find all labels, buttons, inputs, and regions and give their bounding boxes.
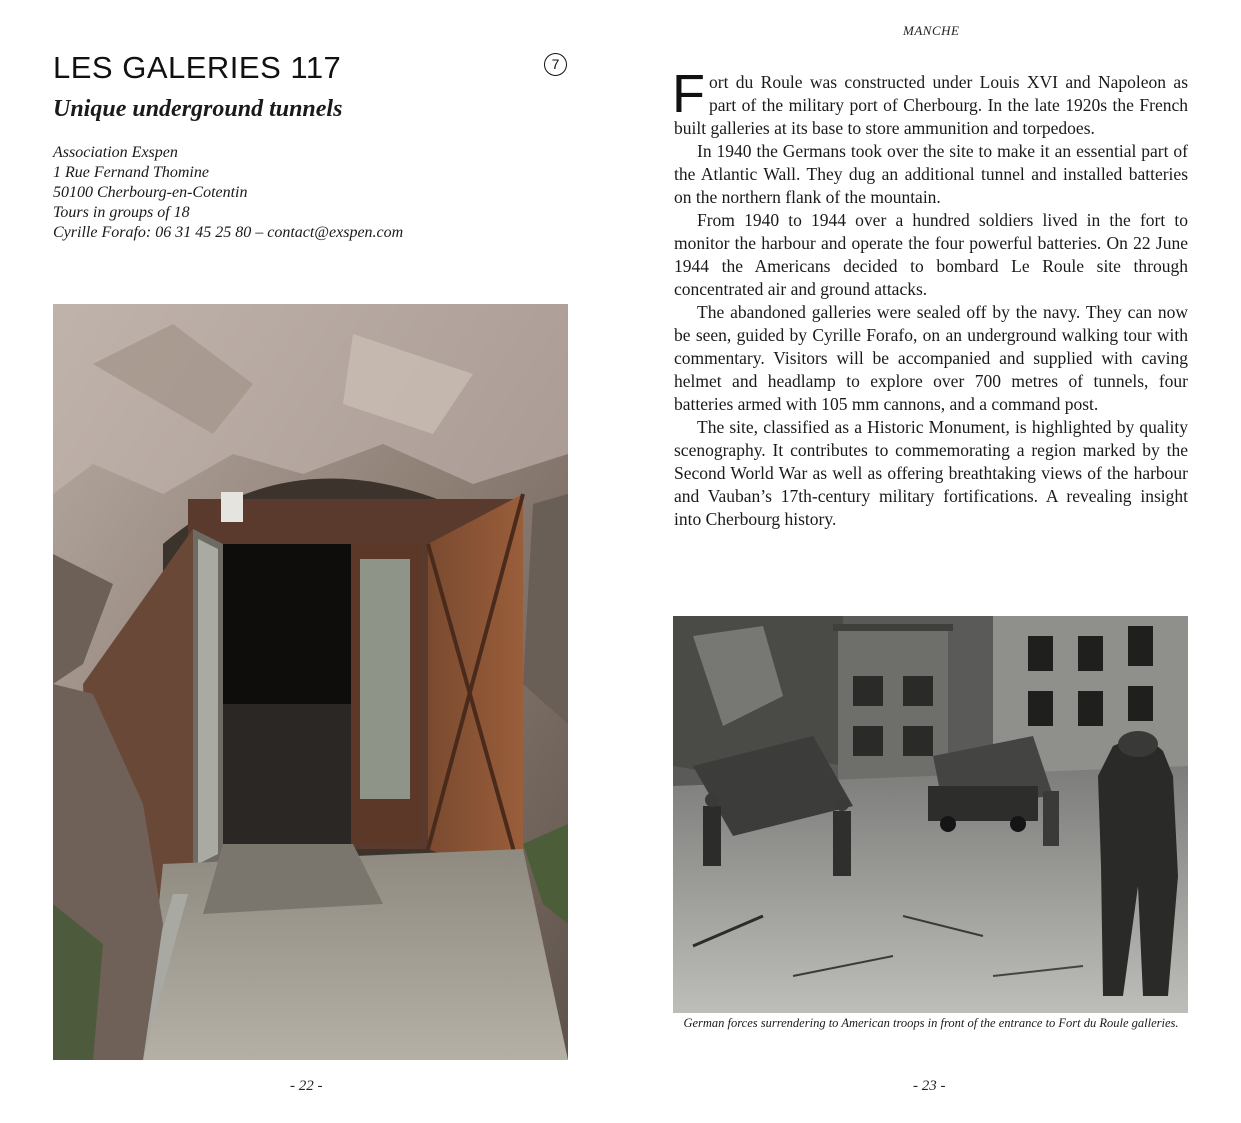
paragraph-4: The abandoned galleries were sealed off by the navy. They can now be seen, guided by Cyrille Forafo, on an underground walking tour with commentary. Visitors will be accompanied and supplied with caving helmet and headlamp to explore over 700 metres of tunnels, four batteries armed with 105 mm cannons, and a command post. — [674, 302, 1188, 414]
photo-caption: German forces surrendering to American troops in front of the entrance to Fort du Roule galleries. — [683, 1016, 1179, 1030]
entry-title: LES GALERIES 117 — [53, 50, 342, 85]
info-street: 1 Rue Fernand Thomine — [53, 164, 209, 181]
running-head: MANCHE — [903, 23, 960, 38]
page-number-left: - 22 - — [290, 1078, 323, 1094]
info-tours: Tours in groups of 18 — [53, 204, 190, 221]
entry-number-badge: 7 — [544, 53, 567, 76]
paragraph-2: In 1940 the Germans took over the site to make it an essential part of the Atlantic Wall. They dug an additional tunnel and installed batteries on the northern flank of the mountain. — [674, 141, 1188, 207]
info-city: 50100 Cherbourg-en-Cotentin — [53, 184, 248, 201]
tunnel-entrance-photo — [53, 304, 568, 1060]
info-contact: Cyrille Forafo: 06 31 45 25 80 – contact@exspen.com — [53, 224, 404, 241]
paragraph-1-text: ort du Roule was constructed under Louis XVI and Napoleon as part of the military port of Cherbourg. In the late 1920s the French built galleries at its base to store ammunition and torpedoes. — [674, 72, 1188, 138]
archive-war-photo — [673, 616, 1188, 1013]
entry-subtitle: Unique underground tunnels — [53, 96, 343, 122]
page-number-right: - 23 - — [913, 1078, 946, 1094]
paragraph-3: From 1940 to 1944 over a hundred soldiers lived in the fort to monitor the harbour and operate the four powerful batteries. On 22 June 1944 the Americans decided to bombard Le Roule site through concentrated air and ground attacks. — [674, 210, 1188, 299]
paragraph-1 — [672, 64, 1188, 140]
drop-cap: F — [672, 64, 705, 124]
practical-info — [53, 143, 568, 243]
body-text — [672, 64, 1188, 531]
info-organisation: Association Exspen — [53, 144, 178, 161]
left-page — [0, 0, 620, 1123]
right-page — [620, 0, 1241, 1123]
paragraph-5: The site, classified as a Historic Monument, is highlighted by quality scenography. It contributes to commemorating a region marked by the Second World War as well as offering breathtaking views of the harbour and Vauban’s 17th-century military fortifications. A revealing insight into Cherbourg history. — [674, 417, 1188, 529]
